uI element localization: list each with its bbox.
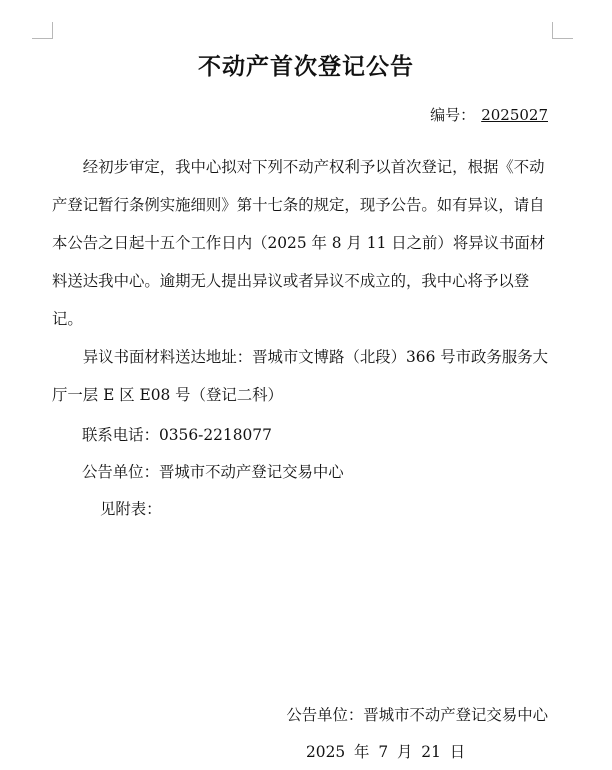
announcement-paragraph: 经初步审定，我中心拟对下列不动产权利予以首次登记，根据《不动产登记暂行条例实施细则》第十七条的规定，现予公告。如有异议，请自本公告之日起十五个工作日内（2025 年 8 月 11 日之前）将异议书面材料送达我中心。逾期无人提出异议或者异议不成立的，我中心将予以登记。 bbox=[52, 158, 546, 328]
footer-issuing-unit: 公告单位：晋城市不动产登记交易中心 bbox=[286, 706, 548, 724]
serial-number bbox=[430, 104, 548, 125]
crop-mark-top-left bbox=[32, 22, 53, 39]
document-title: 不动产首次登记公告 bbox=[198, 54, 414, 80]
serial-label: 编号： bbox=[430, 106, 476, 124]
attachment-label: 见附表： bbox=[100, 500, 162, 518]
objection-address-paragraph: 异议书面材料送达地址：晋城市文博路（北段）366 号市政务服务大厅一层 E 区 E08 号（登记二科） bbox=[52, 348, 549, 404]
issuing-unit: 公告单位：晋城市不动产登记交易中心 bbox=[82, 463, 344, 481]
footer-date: 2025 年 7 月 21 日 bbox=[306, 743, 466, 761]
contact-phone: 联系电话：0356-2218077 bbox=[82, 426, 272, 444]
crop-mark-top-right bbox=[552, 22, 573, 39]
serial-value: 2025027 bbox=[481, 106, 548, 124]
